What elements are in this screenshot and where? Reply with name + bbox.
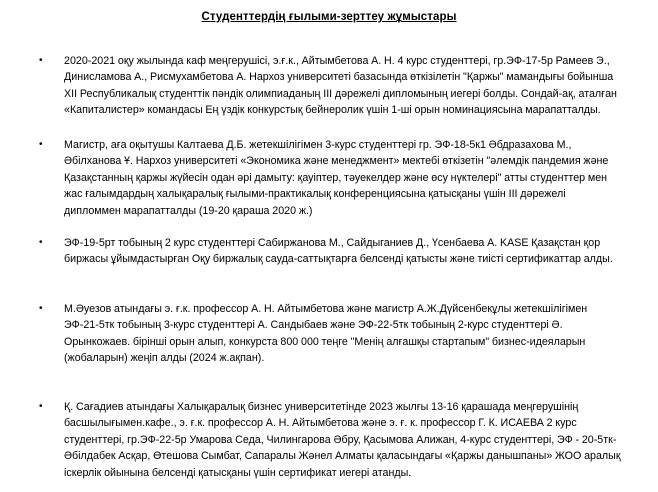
list-item-text: Магистр, аға оқытушы Калтаева Д.Б. жетекшілігімен 3-курс студенттері гр. ЭФ-18-5к1 Әбдразахова М., Әбілханова Ұ. Нархоз университеті «Экономика және менеджмент» мектебі өткізетін "әлемдік пандемия және Қазақстанның қаржы жүйесін одан әрі дамыту: қауіптер, тәуекелдер және өсу нүктелері" атты студенттер мен жас ғалымдардың халықаралық ғылыми-практикалық конференциясына қатысқаны үшін III дәрежелі дипломмен марапатталды (19-20 қараша 2020 ж.)	[64, 139, 609, 217]
document-title: Студенттердің ғылыми-зерттеу жұмыстары	[201, 11, 457, 23]
bullet-marker: •	[39, 55, 43, 66]
list-item-text: М.Әуезов атындағы э. ғ.к. профессор А. Н. Айтымбетова және магистр А.Ж.Дүйсенбекұлы жетекшілігімен ЭФ-21-5тк тобының 3-курс студенттері А. Сандыбаев және ЭФ-22-5тк тобының 2-курс студенттері Ә. Орынкожаев. бірінші орын алып, конкурста 800 000 теңге "Менің алғашқы стартапым" бизнес-идеяларын (жобаларын) жеңіп алды (2024 ж.ақпан).	[64, 303, 588, 365]
bullet-marker: •	[39, 139, 43, 150]
list-item-text: 2020-2021 оқу жылында каф меңгерушісі, э.ғ.к., Айтымбетова А. Н. 4 курс студенттері, гр.ЭФ-17-5р Рамеев Э., Динисламова А., Рисмухамбетова А. Нархоз университеті базасында өткізілетін "Қаржы" мамандығы бойынша XII Республикалық студенттік пәндік олимпиаданың III дәрежелі дипломының иегері болды. Сондай-ақ, аталған «Капиталистер» командасы Ең үздік конкурстық бейнеролик үшін 1-ші орын номинациясына марапатталды.	[64, 55, 617, 117]
list-item-text: Қ. Сағадиев атындағы Халықаралық бизнес университетінде 2023 жылғы 13-16 қарашада меңгерушінің басшылығымен.кафе., э. ғ.к. профессор А. Н. Айтымбетова және э. ғ. к. профессор Г. К. ИСАЕВА 2 курс студенттері, гр.ЭФ-22-5р Умарова Седа, Чилингарова Әбру, Қасымова Алижан, 4-курс студенттері, ЭФ - 20-5тк-Әбілдабек Асқар, Өтешова Сымбат, Сапаралы Жәнел Алматы қаласындағы «Қаржы данышпаны» ЖОО аралық іскерлік ойынына белсенді қатысқаны үшін сертификат иегері атанды.	[64, 401, 621, 479]
bullet-marker: •	[39, 401, 43, 412]
bullet-marker: •	[39, 237, 43, 248]
list-item-text: ЭФ-19-5рт тобының 2 курс студенттері Сабиржанова М., Сайдыганиев Д., Үсенбаева А. KASE Қазақстан қор биржасы ұйымдастырған Оқу биржалық сауда-саттықтарға белсенді қатысты және тиісті сертификаттар алды.	[64, 237, 613, 266]
bullet-marker: •	[39, 303, 43, 314]
